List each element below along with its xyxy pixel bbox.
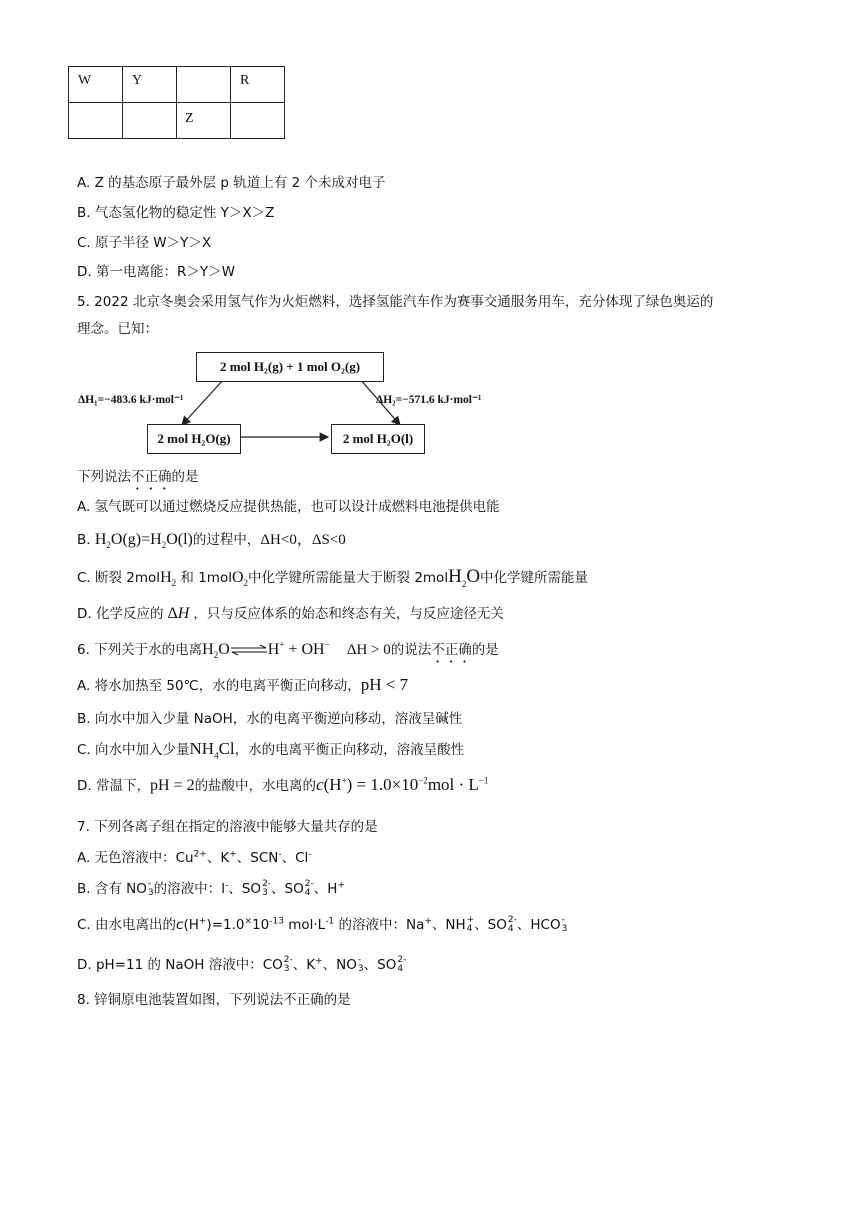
q6-option-c: C. 向水中加入少量$NH_4Cl$，水的电离平衡正向移动，溶液呈酸性 — [77, 739, 465, 761]
option-text: C. 断裂 2mol — [77, 570, 161, 586]
emphasis-text: 不正确 — [131, 469, 172, 485]
q7-option-b: B. 含有 NO- 3的溶液中：I-、SO2- 3 、SO2- 4 、H+ — [77, 879, 345, 898]
table-cell: R — [231, 67, 285, 103]
q4-option-d: D. 第一电离能：R＞Y＞W — [77, 264, 235, 280]
option-text: C. 向水中加入少量 — [77, 742, 190, 758]
option-text: A. 无色溶液中： — [77, 850, 176, 866]
q6-option-d: D. 常温下，pH = 2的盐酸中，水电离的$c(H^+) = 1.0\times 10^{-2}mol \cdot L^{-1}$ — [77, 775, 489, 794]
option-text: C. 由水电离出的 — [77, 917, 177, 933]
table-cell — [231, 103, 285, 139]
option-text: 的过程中， — [192, 532, 261, 548]
q7-option-c: C. 由水电离出的$c(H^+)=1.0^\times 10^{-13}$ $mol\cdot L^{-1}$ 的溶液中：Na+、NH+ 4 、SO2- 4 、HCO- 3 — [77, 915, 568, 934]
option-text: ，水的电离平衡正向移动，溶液呈酸性 — [234, 742, 465, 758]
option-text: 的盐酸中，水电离的 — [194, 778, 317, 794]
table-cell — [177, 67, 231, 103]
option-text: A. 将水加热至 50℃，水的电离平衡正向移动， — [77, 678, 361, 694]
table-cell — [69, 103, 123, 139]
q6-option-a: A. 将水加热至 50℃，水的电离平衡正向移动，pH < 7 — [77, 675, 409, 694]
element-position-table — [68, 66, 285, 139]
delta-h1-label: ΔH₁=−483.6 kJ·mol⁻¹ — [78, 394, 184, 406]
stem-text: 下列说法 — [77, 469, 131, 485]
q6-stem: 6. 下列关于水的电离$H_2O$ H+ + OH− ΔH > 0的说法不正确的是 — [77, 639, 499, 661]
option-text: 中化学键所需能量 — [480, 570, 589, 586]
q4-option-b: B. 气态氢化物的稳定性 Y＞X＞Z — [77, 205, 275, 221]
option-text: D. 常温下， — [77, 778, 150, 794]
reactants-box: 2 mol H₂(g) + 1 mol O₂(g) — [196, 352, 384, 382]
q5-option-c: C. 断裂 2molH$_2$ 和 1molO$_2$中化学键所需能量大于断裂 2molH$_2$O中化学键所需能量 — [77, 566, 589, 589]
q7-option-a: A. 无色溶液中：$Cu^{2+}$、K+、SCN-、Cl- — [77, 849, 312, 866]
q5-option-d: D. 化学反应的 ΔH ，只与反应体系的始态和终态有关，与反应途径无关 — [77, 605, 504, 622]
option-text: 的溶液中： — [153, 881, 222, 897]
q8-stem: 8. 锌铜原电池装置如图，下列说法不正确的是 — [77, 992, 351, 1008]
table-cell: Z — [177, 103, 231, 139]
q5-question — [77, 465, 199, 493]
table-cell: Y — [123, 67, 177, 103]
q7-stem: 7. 下列各离子组在指定的溶液中能够大量共存的是 — [77, 819, 378, 835]
option-text: D. pH=11 的 NaOH 溶液中： — [77, 957, 263, 973]
stem-text: 的是 — [171, 469, 199, 485]
stem-text: 的说法 — [390, 642, 432, 658]
q4-option-c: C. 原子半径 W＞Y＞X — [77, 235, 212, 251]
equilibrium-arrow-icon — [230, 644, 268, 656]
table-cell — [123, 103, 177, 139]
q5-stem-line1: 5. 2022 北京冬奥会采用氢气作为火炬燃料，选择氢能汽车作为赛事交通服务用车，充分体现了绿色奥运的 — [77, 294, 714, 310]
stem-text: 的是 — [471, 642, 499, 658]
stem-text: 6. 下列关于水的电离 — [77, 642, 203, 658]
q5-stem-line2: 理念。已知： — [77, 321, 158, 337]
option-text: D. 化学反应的 — [77, 606, 164, 622]
option-text: 中化学键所需能量大于断裂 2mol — [248, 570, 449, 586]
option-text: ，只与反应体系的始态和终态有关，与反应途径无关 — [193, 606, 504, 622]
enthalpy-diagram — [74, 346, 494, 460]
water-gas-box: 2 mol H₂O(g) — [147, 424, 241, 454]
q5-option-b: B. $H_2O(g)=H_2O(l)$的过程中，ΔH<0，ΔS<0 — [77, 531, 346, 551]
q5-option-a: A. 氢气既可以通过燃烧反应提供热能，也可以设计成燃料电池提供电能 — [77, 499, 500, 515]
water-liquid-box: 2 mol H₂O(l) — [331, 424, 425, 454]
option-text: 的溶液中： — [338, 917, 406, 933]
option-text: 和 1mol — [180, 570, 232, 586]
delta-h2-label: ΔH₂=−571.6 kJ·mol⁻¹ — [376, 394, 482, 406]
option-text: B. 含有 — [77, 881, 122, 897]
q7-option-d: D. pH=11 的 NaOH 溶液中：CO2- 3 、K+、NO- 3、SO2- 4 — [77, 955, 407, 974]
q6-option-b: B. 向水中加入少量 NaOH，水的电离平衡逆向移动，溶液呈碱性 — [77, 711, 463, 727]
emphasis-text: 不正确 — [431, 642, 472, 658]
table-cell: W — [69, 67, 123, 103]
q4-option-a: A. Z 的基态原子最外层 p 轨道上有 2 个未成对电子 — [77, 175, 386, 191]
